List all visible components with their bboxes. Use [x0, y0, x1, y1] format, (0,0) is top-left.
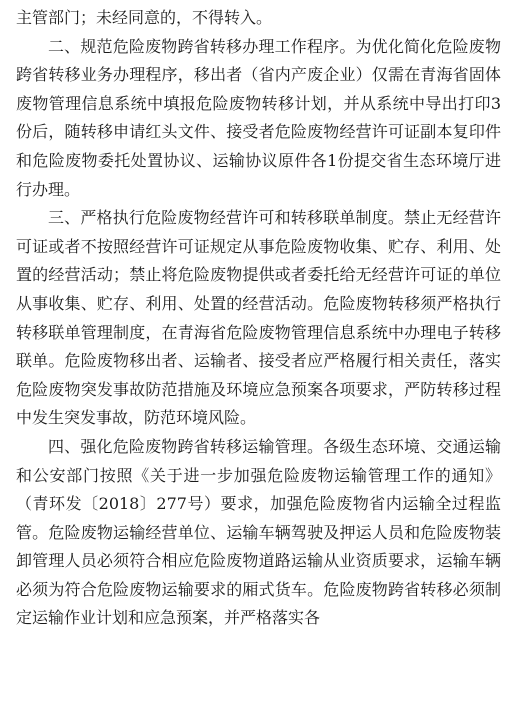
- paragraph-section-two: 二、规范危险废物跨省转移办理工作程序。为优化简化危险废物跨省转移业务办理程序，移出者（省内产废企业）仅需在青海省固体废物管理信息系统中填报危险废物转移计划，并从系统中导出打印3份后，随转移申请红头文件、接受者危险废物经营许可证副本复印件和危险废物委托处置协议、运输协议原件各1份提交省生态环境厅进行办理。: [16, 36, 501, 199]
- paragraph-continuation: 主管部门；未经同意的，不得转入。: [16, 8, 273, 27]
- paragraph-section-four: 四、强化危险废物跨省转移运输管理。各级生态环境、交通运输和公安部门按照《关于进一步加强危险废物运输管理工作的通知》（青环发〔2018〕277号）要求，加强危险废物省内运输全过程监管。危险废物运输经营单位、运输车辆驾驶及押运人员和危险废物装卸管理人员必须符合相应危险废物道路运输从业资质要求，运输车辆必须为符合危险废物运输要求的厢式货车。危险废物跨省转移必须制定运输作业计划和应急预案，并严格落实各: [16, 436, 501, 628]
- paragraph-section-three: 三、严格执行危险废物经营许可和转移联单制度。禁止无经营许可证或者不按照经营许可证规定从事危险废物收集、贮存、利用、处置的经营活动；禁止将危险废物提供或者委托给无经营许可证的单位从事收集、贮存、利用、处置的经营活动。危险废物转移须严格执行转移联单管理制度，在青海省危险废物管理信息系统中办理电子转移联单。危险废物移出者、运输者、接受者应严格履行相关责任，落实危险废物突发事故防范措施及环境应急预案各项要求，严防转移过程中发生突发事故，防范环境风险。: [16, 208, 501, 428]
